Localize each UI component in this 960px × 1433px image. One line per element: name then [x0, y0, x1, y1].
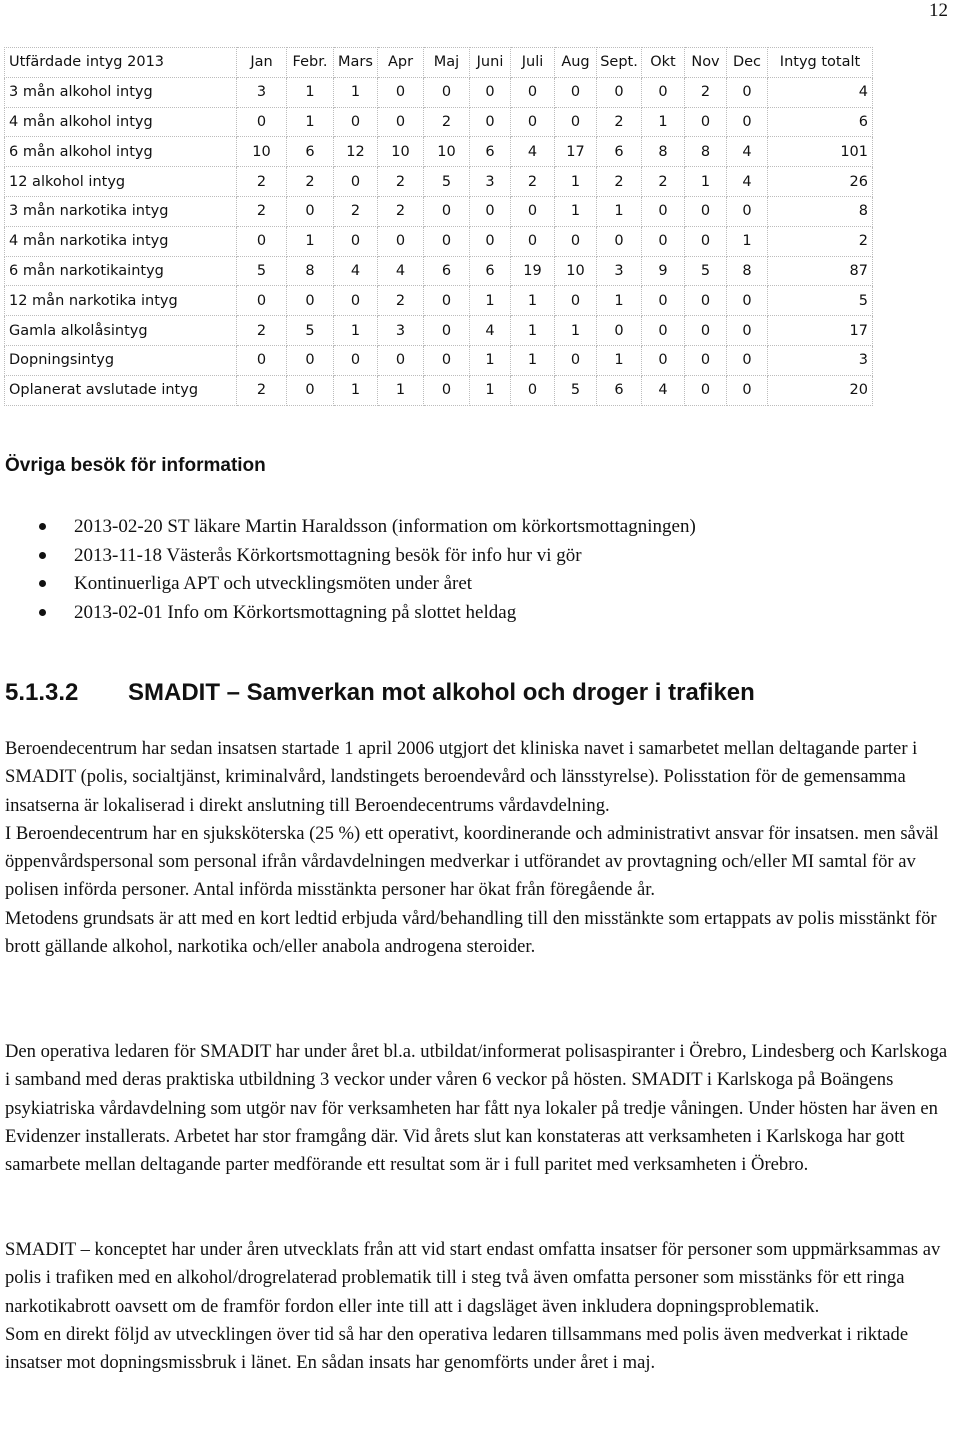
table-row — [5, 226, 873, 256]
table-cell: 5 — [287, 316, 334, 346]
table-cell: 0 — [237, 107, 287, 137]
smadit-paragraph-block-1 — [5, 735, 950, 961]
table-cell: 0 — [378, 107, 424, 137]
table-cell: 2 — [287, 167, 334, 197]
table-cell: 0 — [511, 77, 555, 107]
table-body — [5, 77, 873, 405]
table-cell: 4 — [727, 167, 768, 197]
table-cell: 2 — [597, 107, 642, 137]
row-label: Gamla alkolåsintyg — [5, 316, 237, 346]
table-cell: 0 — [334, 226, 378, 256]
table-cell: 1 — [555, 196, 597, 226]
row-total: 8 — [768, 196, 873, 226]
table-cell: 0 — [555, 107, 597, 137]
table-cell: 1 — [642, 107, 685, 137]
table-cell: 0 — [727, 375, 768, 405]
row-total: 4 — [768, 77, 873, 107]
bullet-icon — [39, 552, 46, 559]
table-cell: 0 — [470, 107, 511, 137]
list-item — [0, 542, 696, 571]
table-cell: 2 — [334, 196, 378, 226]
table-cell: 0 — [555, 286, 597, 316]
table-cell: 6 — [470, 256, 511, 286]
table-cell: 0 — [237, 286, 287, 316]
table-cell: 12 — [334, 137, 378, 167]
list-item-text: Kontinuerliga APT och utvecklingsmöten under året — [74, 573, 473, 594]
table-cell: 0 — [378, 345, 424, 375]
row-total: 3 — [768, 345, 873, 375]
table-cell: 2 — [378, 196, 424, 226]
row-label: Oplanerat avslutade intyg — [5, 375, 237, 405]
table-cell: 2 — [237, 196, 287, 226]
paragraph: Som en direkt följd av utvecklingen över tid så har den operativa ledaren tillsammans med polis även medverkat i riktade insatser mot dopningsmissbruk i länet. En sådan insats har genomförts under året i maj. — [5, 1323, 909, 1374]
smadit-heading — [5, 679, 755, 707]
table-cell: 0 — [685, 375, 727, 405]
table-cell: 1 — [334, 77, 378, 107]
list-item-text: 2013-02-20 ST läkare Martin Haraldsson (information om körkortsmottagningen) — [74, 516, 696, 537]
row-label: Dopningsintyg — [5, 345, 237, 375]
row-total: 6 — [768, 107, 873, 137]
table-row — [5, 107, 873, 137]
table-cell: 2 — [597, 167, 642, 197]
column-header: Apr — [378, 48, 424, 78]
table-cell: 4 — [470, 316, 511, 346]
table-cell: 0 — [378, 77, 424, 107]
table-row — [5, 316, 873, 346]
table-cell: 6 — [597, 137, 642, 167]
row-label: 3 mån narkotika intyg — [5, 196, 237, 226]
table-cell: 2 — [237, 316, 287, 346]
paragraph: Beroendecentrum har sedan insatsen startade 1 april 2006 utgjort det kliniska navet i samarbetet mellan deltagande parter i SMADIT (polis, socialtjänst, kriminalvård, landstingets beroendevård och länsstyrelse). Polisstation för de gemensamma insatserna är lokaliserad i direkt anslutning till Beroendecentrums vårdavdelning. — [5, 738, 918, 816]
table-cell: 6 — [287, 137, 334, 167]
table-cell: 0 — [287, 286, 334, 316]
table-header-row — [5, 48, 873, 78]
section-number: 5.1.3.2 — [5, 679, 79, 706]
table-row — [5, 286, 873, 316]
row-label: 4 mån narkotika intyg — [5, 226, 237, 256]
info-list — [0, 513, 696, 627]
table-cell: 0 — [685, 226, 727, 256]
paragraph: SMADIT – konceptet har under åren utvecklats från att vid start endast omfatta insatser för personer som uppmärksammas av polis i trafiken med en alkohol/drogrelaterad problematik till i steg två även omfatta personer som misstänks för ett ringa narkotikabrott oavsett om de framför fordon eller inte till att i dagsläget även inkludera dopningsproblematik. — [5, 1239, 941, 1317]
table-cell: 0 — [555, 226, 597, 256]
column-header: Aug — [555, 48, 597, 78]
table-row — [5, 137, 873, 167]
table-cell: 0 — [511, 226, 555, 256]
table-cell: 4 — [727, 137, 768, 167]
table-cell: 10 — [378, 137, 424, 167]
table-cell: 3 — [597, 256, 642, 286]
table-cell: 4 — [642, 375, 685, 405]
table-cell: 0 — [642, 286, 685, 316]
table-cell: 4 — [334, 256, 378, 286]
table-cell: 2 — [237, 375, 287, 405]
table-cell: 0 — [470, 226, 511, 256]
table-cell: 1 — [597, 345, 642, 375]
table-cell: 0 — [334, 286, 378, 316]
table-cell: 1 — [511, 345, 555, 375]
table-cell: 1 — [378, 375, 424, 405]
table-cell: 1 — [555, 316, 597, 346]
row-label: 3 mån alkohol intyg — [5, 77, 237, 107]
table-cell: 0 — [424, 77, 470, 107]
list-item-text: 2013-11-18 Västerås Körkortsmottagning besök för info hur vi gör — [74, 544, 582, 566]
table-cell: 6 — [424, 256, 470, 286]
table-cell: 8 — [727, 256, 768, 286]
table-row — [5, 375, 873, 405]
table-cell: 0 — [685, 107, 727, 137]
table-cell: 0 — [727, 345, 768, 375]
row-total: 5 — [768, 286, 873, 316]
column-header: Intyg totalt — [768, 48, 873, 78]
row-label: 6 mån alkohol intyg — [5, 137, 237, 167]
table-cell: 0 — [685, 345, 727, 375]
table-cell: 8 — [287, 256, 334, 286]
table-cell: 0 — [727, 77, 768, 107]
table-cell: 0 — [642, 196, 685, 226]
table-cell: 3 — [237, 77, 287, 107]
table-cell: 1 — [287, 226, 334, 256]
paragraph: I Beroendecentrum har en sjuksköterska (25 %) ett operativt, koordinerande och administrativt ansvar för insatsen. men såväl öppenvårdspersonal som personal ifrån vårdavdelningen medverkar i utförandet av provtagning och/eller MI samtal för av polisen införda personer. Antal införda misstänkta personer har ökat från föregående år. — [5, 822, 939, 901]
column-header-label: Utfärdade intyg 2013 — [5, 48, 237, 78]
list-item — [0, 513, 696, 542]
table-header — [5, 48, 873, 78]
table-cell: 5 — [555, 375, 597, 405]
page-number: 12 — [929, 0, 948, 21]
info-heading: Övriga besök för information — [5, 455, 266, 476]
table-cell: 0 — [334, 107, 378, 137]
table-cell: 0 — [727, 286, 768, 316]
table-cell: 0 — [287, 375, 334, 405]
table-cell: 0 — [511, 375, 555, 405]
table-cell: 19 — [511, 256, 555, 286]
table-cell: 0 — [727, 196, 768, 226]
table-cell: 0 — [424, 286, 470, 316]
row-total: 87 — [768, 256, 873, 286]
table-cell: 0 — [334, 167, 378, 197]
table-row — [5, 77, 873, 107]
table-cell: 1 — [334, 375, 378, 405]
column-header: Maj — [424, 48, 470, 78]
smadit-paragraph-block-2 — [5, 1038, 950, 1179]
table-cell: 0 — [555, 77, 597, 107]
table-row — [5, 196, 873, 226]
column-header: Juni — [470, 48, 511, 78]
table-cell: 2 — [685, 77, 727, 107]
row-total: 26 — [768, 167, 873, 197]
table-cell: 0 — [287, 345, 334, 375]
table-cell: 4 — [378, 256, 424, 286]
table-cell: 0 — [424, 375, 470, 405]
table-cell: 1 — [334, 316, 378, 346]
table-cell: 0 — [511, 107, 555, 137]
table-cell: 3 — [470, 167, 511, 197]
column-header: Nov — [685, 48, 727, 78]
table-cell: 0 — [685, 316, 727, 346]
table-row — [5, 345, 873, 375]
table-cell: 5 — [237, 256, 287, 286]
table-cell: 1 — [470, 286, 511, 316]
table-cell: 2 — [378, 167, 424, 197]
table-cell: 1 — [685, 167, 727, 197]
column-header: Mars — [334, 48, 378, 78]
table-cell: 10 — [424, 137, 470, 167]
table-cell: 1 — [555, 167, 597, 197]
certificates-table — [4, 47, 873, 406]
list-item — [0, 599, 696, 628]
table-cell: 2 — [642, 167, 685, 197]
column-header: Okt — [642, 48, 685, 78]
table-cell: 1 — [470, 375, 511, 405]
table-cell: 0 — [237, 226, 287, 256]
table-row — [5, 167, 873, 197]
paragraph: Den operativa ledaren för SMADIT har under året bl.a. utbildat/informerat polisaspiranter i Örebro, Lindesberg och Karlskoga i samband med deras praktiska utbildning 3 veckor under våren 6 veckor på hösten. SMADIT i Karlskoga på Boängens psykiatriska vårdavdelning som utgör nav för verksamheten har fått nya lokaler på tredje våningen. Under hösten har även en Evidenzer installerats. Arbetet har stor framgång där. Vid årets slut kan konstateras att verksamheten i Karlskoga har gott samarbete mellan deltagande parter medförande ett resultat som är i full paritet med verksamheten i Örebro. — [5, 1041, 948, 1176]
table-cell: 0 — [597, 316, 642, 346]
table-cell: 5 — [685, 256, 727, 286]
table-cell: 0 — [424, 196, 470, 226]
table-cell: 1 — [597, 286, 642, 316]
table-cell: 6 — [470, 137, 511, 167]
table-cell: 0 — [727, 316, 768, 346]
table-cell: 5 — [424, 167, 470, 197]
table-cell: 6 — [597, 375, 642, 405]
table-cell: 10 — [555, 256, 597, 286]
table-cell: 0 — [470, 196, 511, 226]
table-cell: 1 — [597, 196, 642, 226]
table-cell: 0 — [424, 345, 470, 375]
table-cell: 0 — [642, 345, 685, 375]
row-label: 4 mån alkohol intyg — [5, 107, 237, 137]
table-cell: 0 — [642, 316, 685, 346]
table-cell: 0 — [511, 196, 555, 226]
table-cell: 9 — [642, 256, 685, 286]
row-total: 101 — [768, 137, 873, 167]
row-total: 17 — [768, 316, 873, 346]
bullet-icon — [39, 580, 46, 587]
table-cell: 1 — [511, 286, 555, 316]
table-cell: 1 — [287, 77, 334, 107]
column-header: Juli — [511, 48, 555, 78]
table-cell: 0 — [378, 226, 424, 256]
row-label: 12 alkohol intyg — [5, 167, 237, 197]
table-row — [5, 256, 873, 286]
bullet-icon — [39, 523, 46, 530]
row-total: 20 — [768, 375, 873, 405]
table-cell: 0 — [597, 226, 642, 256]
column-header: Febr. — [287, 48, 334, 78]
section-title: SMADIT – Samverkan mot alkohol och droger i trafiken — [128, 679, 755, 706]
table-cell: 2 — [511, 167, 555, 197]
table-cell: 2 — [237, 167, 287, 197]
table-cell: 0 — [470, 77, 511, 107]
table-cell: 0 — [642, 77, 685, 107]
row-label: 12 mån narkotika intyg — [5, 286, 237, 316]
table-cell: 10 — [237, 137, 287, 167]
table-cell: 0 — [685, 286, 727, 316]
table-cell: 0 — [287, 196, 334, 226]
table-cell: 3 — [378, 316, 424, 346]
row-label: 6 mån narkotikaintyg — [5, 256, 237, 286]
table-cell: 0 — [597, 77, 642, 107]
table-cell: 8 — [642, 137, 685, 167]
table-cell: 1 — [727, 226, 768, 256]
smadit-paragraph-block-3 — [5, 1236, 950, 1377]
table-cell: 0 — [424, 316, 470, 346]
table-cell: 17 — [555, 137, 597, 167]
table-cell: 0 — [424, 226, 470, 256]
bullet-icon — [39, 609, 46, 616]
paragraph: Metodens grundsats är att med en kort ledtid erbjuda vård/behandling till den misstänkte som ertappats av polis misstänkt för brott gällande alkohol, narkotika och/eller anabola androgena steroider. — [5, 907, 937, 958]
column-header: Sept. — [597, 48, 642, 78]
table-cell: 1 — [470, 345, 511, 375]
table-cell: 2 — [378, 286, 424, 316]
table-cell: 1 — [287, 107, 334, 137]
table-cell: 0 — [334, 345, 378, 375]
table-cell: 0 — [237, 345, 287, 375]
list-item — [0, 570, 696, 599]
column-header: Jan — [237, 48, 287, 78]
list-item-text: 2013-02-01 Info om Körkortsmottagning på slottet heldag — [74, 601, 517, 623]
table-cell: 8 — [685, 137, 727, 167]
column-header: Dec — [727, 48, 768, 78]
row-total: 2 — [768, 226, 873, 256]
table-cell: 4 — [511, 137, 555, 167]
table-cell: 0 — [727, 107, 768, 137]
table-cell: 1 — [511, 316, 555, 346]
table-cell: 0 — [555, 345, 597, 375]
table-cell: 0 — [685, 196, 727, 226]
table-cell: 0 — [642, 226, 685, 256]
table-cell: 2 — [424, 107, 470, 137]
